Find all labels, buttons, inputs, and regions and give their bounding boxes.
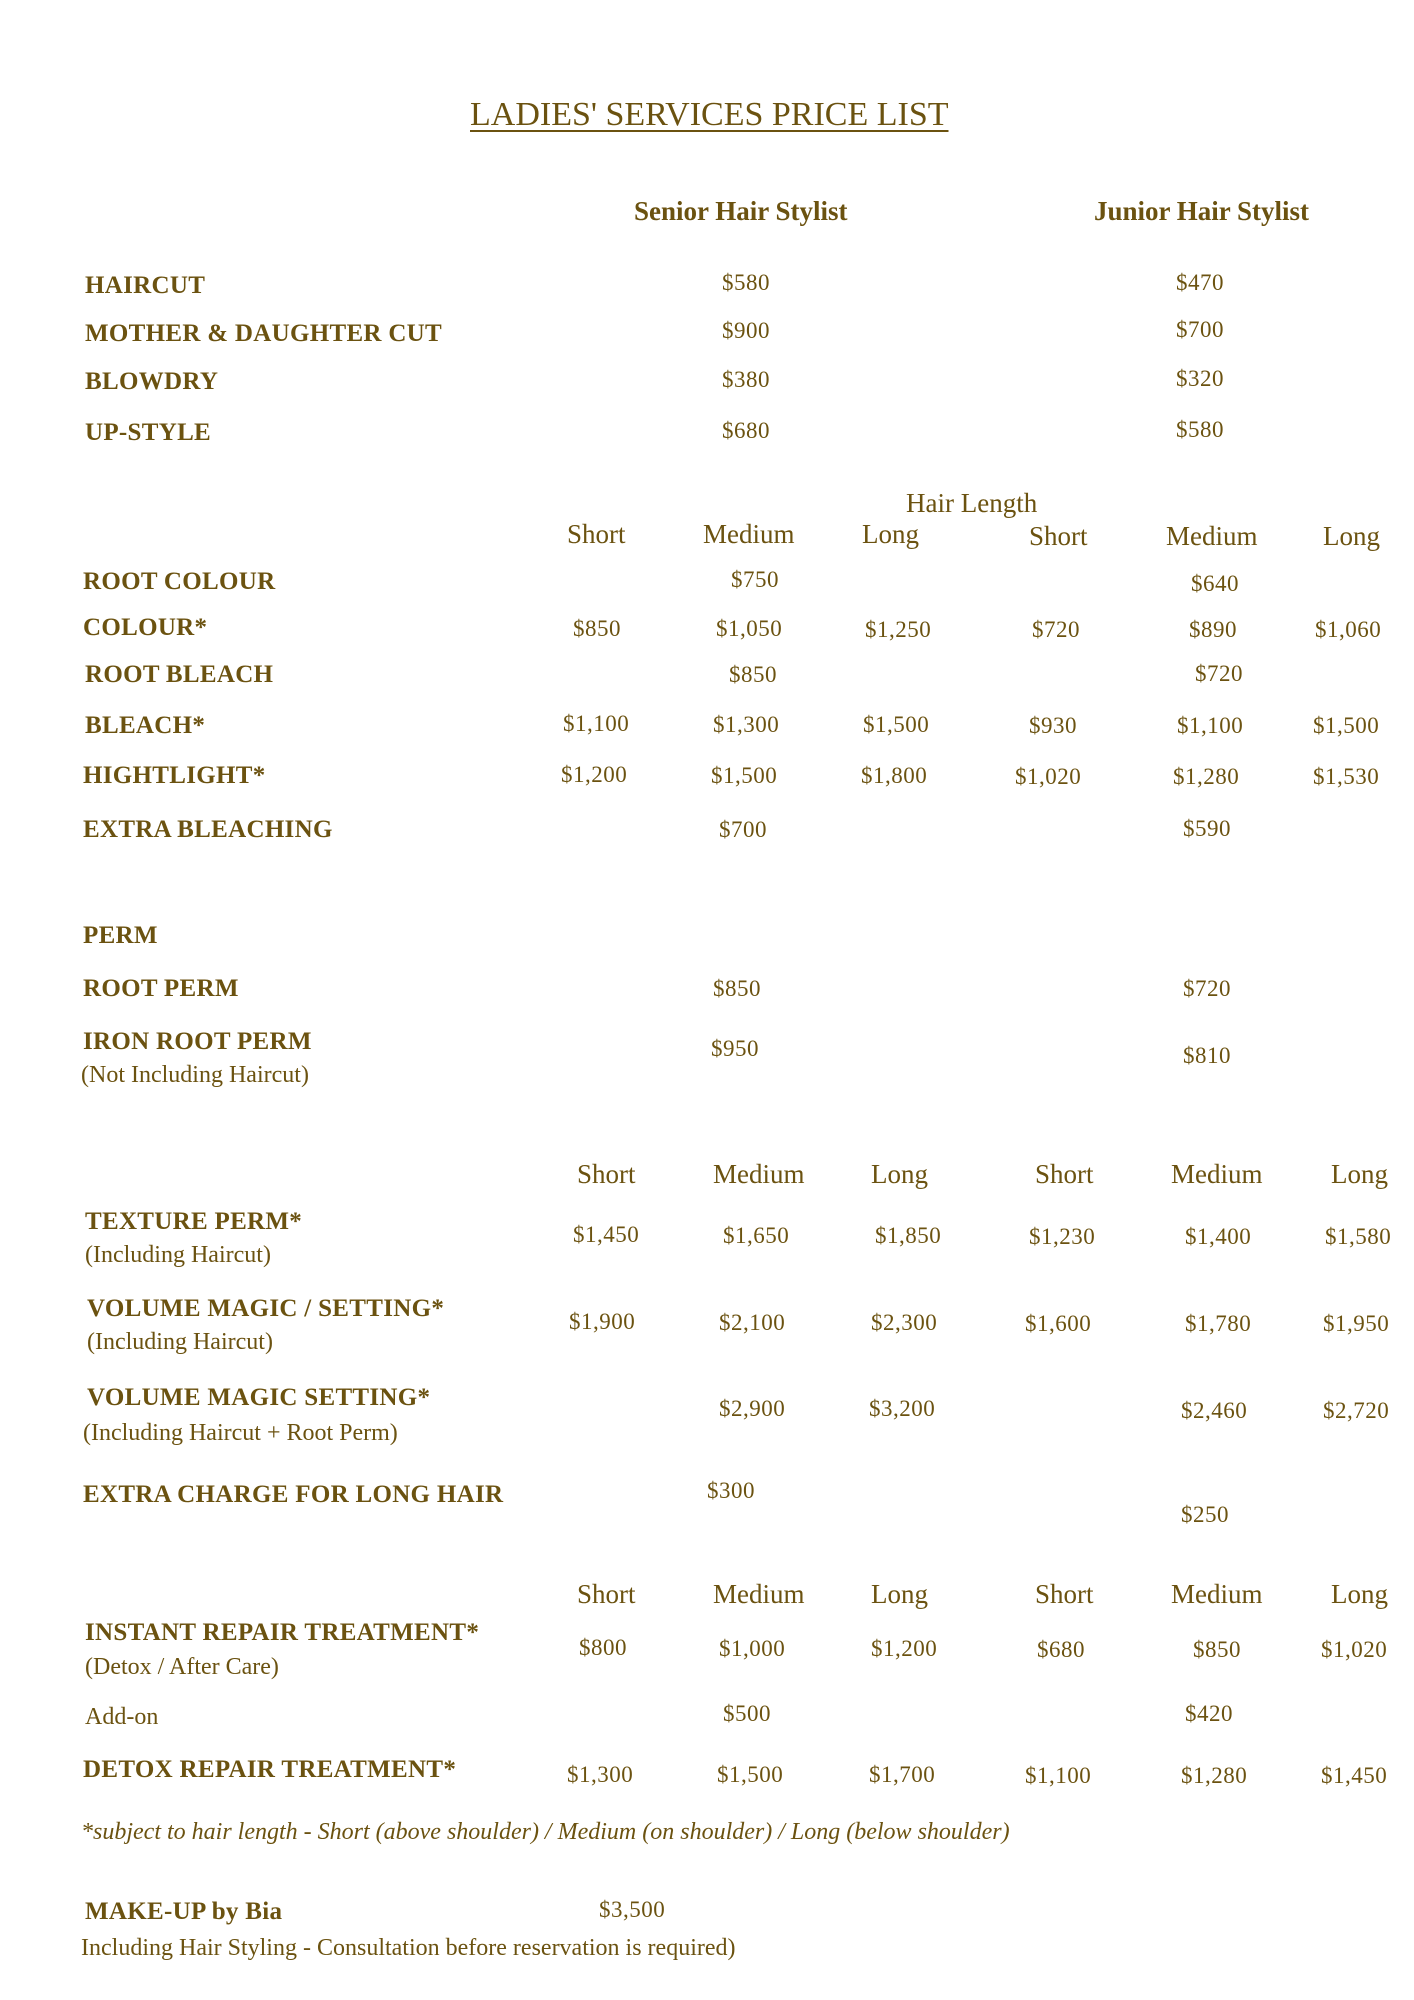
- price-senior-short: $1,100: [563, 711, 630, 736]
- price-junior: $250: [1181, 1502, 1229, 1527]
- col-medium-junior: Medium: [1166, 521, 1258, 551]
- price-senior: $380: [722, 367, 770, 392]
- service-label: ROOT BLEACH: [85, 661, 274, 688]
- price-senior-long: $1,700: [869, 1762, 936, 1787]
- price-junior: $420: [1185, 1701, 1233, 1726]
- price-senior-long: $1,850: [875, 1223, 942, 1248]
- price-junior-medium: $890: [1189, 617, 1237, 642]
- footnote: *subject to hair length - Short (above shoulder) / Medium (on shoulder) / Long (below shoulder): [81, 1819, 1010, 1845]
- price-junior-medium: $1,280: [1173, 764, 1240, 789]
- perm-heading: PERM: [83, 922, 158, 949]
- junior-stylist-header: Junior Hair Stylist: [1094, 196, 1310, 226]
- col-long-junior: Long: [1331, 1159, 1388, 1189]
- col-medium-senior: Medium: [703, 519, 795, 549]
- price-junior-medium: $1,100: [1177, 713, 1244, 738]
- price-senior: $900: [722, 318, 770, 343]
- price-junior-medium: $850: [1193, 1637, 1241, 1662]
- service-label: UP-STYLE: [85, 419, 212, 446]
- col-short-senior: Short: [567, 519, 626, 549]
- col-medium-senior: Medium: [713, 1579, 805, 1609]
- service-label: ROOT PERM: [83, 975, 239, 1002]
- price-senior-long: $1,800: [861, 763, 928, 788]
- price-junior-medium: $2,460: [1181, 1398, 1248, 1423]
- price-senior: $500: [723, 1701, 771, 1726]
- col-long-junior: Long: [1323, 521, 1380, 551]
- price-junior: $470: [1176, 270, 1224, 295]
- price-junior-short: $720: [1032, 617, 1080, 642]
- price-junior: $580: [1176, 417, 1224, 442]
- price-junior: $320: [1176, 366, 1224, 391]
- col-long-junior: Long: [1331, 1579, 1388, 1609]
- price-senior-medium: $750: [731, 567, 779, 592]
- price-senior-medium: $1,650: [723, 1223, 790, 1248]
- price-senior-long: $1,500: [863, 712, 930, 737]
- col-short-senior: Short: [577, 1579, 636, 1609]
- col-short-junior: Short: [1029, 521, 1088, 551]
- service-label: MOTHER & DAUGHTER CUT: [85, 320, 443, 347]
- price-senior-medium: $1,500: [717, 1762, 784, 1787]
- price-junior-long: $1,530: [1313, 764, 1380, 789]
- price-junior: $810: [1183, 1043, 1231, 1068]
- service-label: COLOUR*: [83, 614, 208, 641]
- price-junior-medium: $1,280: [1181, 1763, 1248, 1788]
- page-title: LADIES' SERVICES PRICE LIST: [470, 96, 949, 133]
- service-note: (Including Haircut): [85, 1242, 271, 1268]
- service-label: BLEACH*: [85, 712, 206, 739]
- price-junior-long: $1,060: [1315, 617, 1382, 642]
- price-junior-short: $1,100: [1025, 1763, 1092, 1788]
- price-junior-short: $1,230: [1029, 1224, 1096, 1249]
- price-senior-medium: $2,900: [719, 1396, 786, 1421]
- service-label: ROOT COLOUR: [83, 568, 276, 595]
- col-medium-senior: Medium: [713, 1159, 805, 1189]
- price-junior-long: $1,580: [1325, 1224, 1392, 1249]
- price-senior: $300: [707, 1478, 755, 1503]
- price-senior-long: $2,300: [871, 1310, 938, 1335]
- price-junior-long: $1,020: [1321, 1637, 1388, 1662]
- service-note: (Detox / After Care): [85, 1654, 279, 1680]
- price-senior-short: $1,900: [569, 1309, 636, 1334]
- makeup-price: $3,500: [599, 1897, 666, 1922]
- price-senior: $580: [722, 270, 770, 295]
- makeup-note: Including Hair Styling - Consultation before reservation is required): [81, 1935, 736, 1961]
- service-label: INSTANT REPAIR TREATMENT*: [85, 1619, 480, 1646]
- service-label: IRON ROOT PERM: [83, 1028, 312, 1055]
- price-senior-short: $850: [573, 616, 621, 641]
- price-senior-long: $3,200: [869, 1396, 936, 1421]
- makeup-label: MAKE-UP by Bia: [85, 1898, 283, 1925]
- service-label: BLOWDRY: [85, 368, 219, 395]
- price-senior-long: $1,250: [865, 617, 932, 642]
- price-junior-medium: $1,400: [1185, 1224, 1252, 1249]
- price-junior-long: $1,450: [1321, 1763, 1388, 1788]
- price-senior-short: $1,450: [573, 1222, 640, 1247]
- col-short-senior: Short: [577, 1159, 636, 1189]
- col-short-junior: Short: [1035, 1159, 1094, 1189]
- price-senior-long: $1,200: [871, 1636, 938, 1661]
- price-junior-long: $2,720: [1323, 1398, 1390, 1423]
- col-medium-junior: Medium: [1171, 1579, 1263, 1609]
- service-note: (Including Haircut + Root Perm): [83, 1420, 398, 1446]
- price-senior-medium: $1,500: [711, 763, 778, 788]
- price-junior-long: $1,950: [1323, 1311, 1390, 1336]
- price-junior-short: $680: [1037, 1637, 1085, 1662]
- col-long-senior: Long: [871, 1159, 928, 1189]
- addon-label: Add-on: [85, 1704, 159, 1730]
- col-long-senior: Long: [862, 519, 919, 549]
- price-senior-medium: $1,000: [719, 1636, 786, 1661]
- price-senior: $950: [711, 1036, 759, 1061]
- price-junior-medium: $1,780: [1185, 1311, 1252, 1336]
- price-senior-medium: $2,100: [719, 1310, 786, 1335]
- service-note: (Not Including Haircut): [81, 1062, 309, 1088]
- service-label: VOLUME MAGIC / SETTING*: [87, 1295, 445, 1322]
- col-medium-junior: Medium: [1171, 1159, 1263, 1189]
- price-junior: $720: [1183, 976, 1231, 1001]
- service-label: HAIRCUT: [85, 272, 206, 299]
- price-junior-short: $1,600: [1025, 1311, 1092, 1336]
- price-senior: $850: [713, 976, 761, 1001]
- col-long-senior: Long: [871, 1579, 928, 1609]
- senior-stylist-header: Senior Hair Stylist: [634, 196, 848, 226]
- service-label: HIGHTLIGHT*: [83, 762, 266, 789]
- service-label: VOLUME MAGIC SETTING*: [87, 1384, 431, 1411]
- price-junior: $700: [1176, 317, 1224, 342]
- price-senior-medium: $1,300: [713, 712, 780, 737]
- service-label: EXTRA CHARGE FOR LONG HAIR: [83, 1481, 504, 1508]
- price-junior-medium: $590: [1183, 816, 1231, 841]
- service-note: (Including Haircut): [87, 1329, 273, 1355]
- service-label: TEXTURE PERM*: [85, 1208, 303, 1235]
- price-senior-short: $1,300: [567, 1762, 634, 1787]
- price-senior-short: $800: [579, 1635, 627, 1660]
- service-label: EXTRA BLEACHING: [83, 816, 333, 843]
- hair-length-header: Hair Length: [906, 488, 1038, 518]
- price-junior-medium: $640: [1191, 571, 1239, 596]
- price-junior-short: $1,020: [1015, 764, 1082, 789]
- price-senior-medium: $700: [719, 817, 767, 842]
- service-label: DETOX REPAIR TREATMENT*: [83, 1756, 457, 1783]
- price-junior-long: $1,500: [1313, 713, 1380, 738]
- price-senior: $680: [722, 418, 770, 443]
- col-short-junior: Short: [1035, 1579, 1094, 1609]
- price-senior-short: $1,200: [561, 762, 628, 787]
- price-junior-medium: $720: [1195, 661, 1243, 686]
- price-junior-short: $930: [1029, 713, 1077, 738]
- price-senior-medium: $1,050: [716, 616, 783, 641]
- price-senior-medium: $850: [729, 662, 777, 687]
